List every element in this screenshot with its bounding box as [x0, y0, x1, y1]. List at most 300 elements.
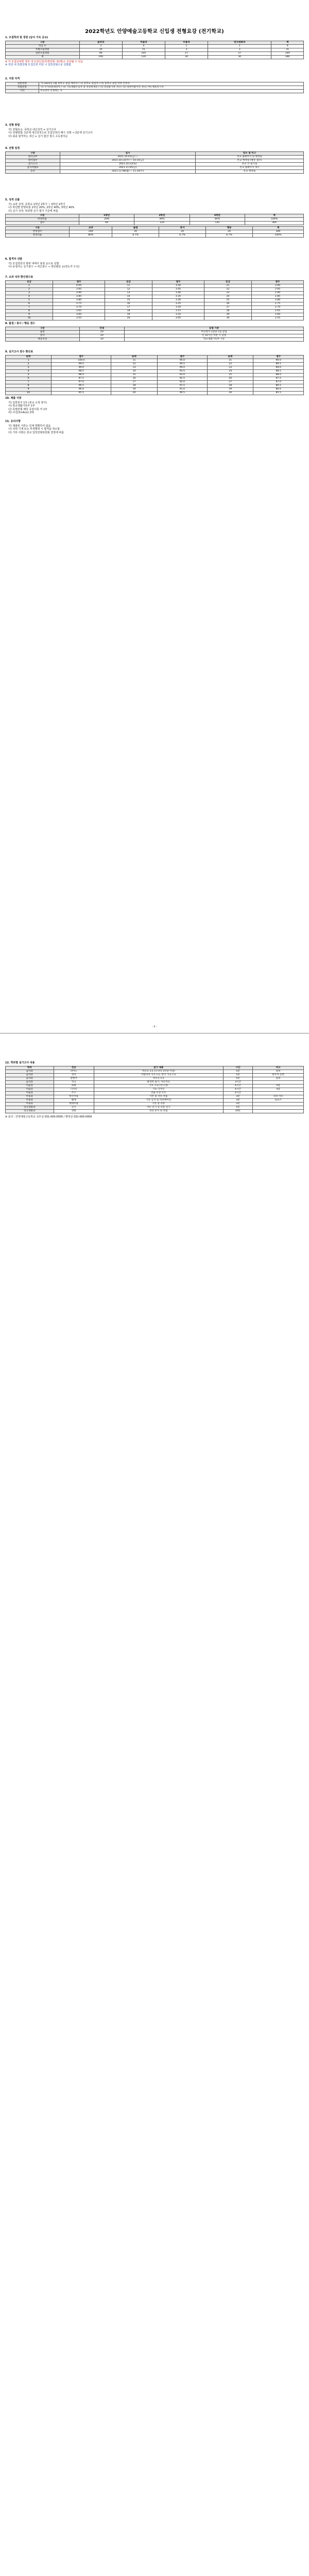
- section-heading: 10. 제출 서류: [5, 397, 22, 400]
- table-cell: 30: [204, 316, 251, 320]
- section-practical-conversion: [5, 350, 304, 395]
- section-heading: 1. 모집학과 및 정원 (남녀 기숙 공교): [5, 36, 48, 39]
- table-cell: 봉사: [6, 334, 80, 337]
- table-cell: 29: [204, 313, 251, 316]
- table-cell: 2.60: [252, 313, 304, 316]
- table-row: [6, 1091, 304, 1095]
- text-line: 다) 특별전형 해당 증빙서류 각 1부: [8, 408, 47, 411]
- table-cell: 계: [6, 55, 80, 59]
- table-cell: 음악과: [6, 1070, 54, 1073]
- table-cell: 90.5: [157, 391, 208, 395]
- table-cell: 99.0: [52, 366, 111, 369]
- table-cell: 의상 자유: [253, 1095, 304, 1098]
- note: ※ 정원 내 특별전형 모집인원 미달 시 일반전형으로 선발함: [5, 63, 71, 66]
- table-cell: 249: [271, 52, 304, 55]
- table-cell: 토슈즈: [253, 1098, 304, 1102]
- table-cell: 18: [111, 384, 157, 387]
- column-header: 계: [245, 214, 303, 218]
- table-cell: 4: [122, 44, 165, 48]
- note: ※ 각 모집단위별 정원 내 모집인원(특별전형: 31명)은 증감될 수 있음: [5, 60, 83, 63]
- table-cell: 88.5: [253, 369, 304, 373]
- table-cell: 20: [79, 334, 125, 337]
- table-cell: 20: [79, 330, 125, 334]
- text-line: 다) 실기 성적: 학과별 실기 평가 기준에 따름: [8, 209, 58, 213]
- table-cell: 18: [105, 309, 152, 313]
- table-cell: 피아노: [54, 1070, 94, 1073]
- column-header: 봉사: [159, 227, 206, 230]
- table-row: [6, 284, 304, 287]
- table-cell: 반영점수: [6, 230, 70, 234]
- section-schedule: [5, 147, 304, 174]
- table-cell: 기본 및 즉흥: [94, 1102, 223, 1106]
- table-cell: 3.75: [53, 302, 105, 306]
- column-header: 1학년: [79, 214, 134, 218]
- table-cell: 점수: [6, 222, 79, 225]
- table-cell: 4시간: [223, 1088, 253, 1091]
- table-row: [6, 48, 304, 52]
- documents-lines: [5, 401, 304, 415]
- table-cell: 21: [204, 284, 251, 287]
- table-row: [6, 52, 304, 55]
- table-cell: 암보: [253, 1070, 304, 1073]
- table-cell: 20: [159, 230, 206, 234]
- table-cell: 2.85: [252, 295, 304, 298]
- column-header: 구분: [6, 41, 80, 44]
- table-cell: [253, 1106, 304, 1109]
- table-cell: 100: [79, 55, 122, 59]
- table-cell: 26: [208, 377, 253, 380]
- table-cell: 25: [204, 298, 251, 302]
- table-row: [6, 1095, 304, 1098]
- score-composition-table: [5, 226, 304, 238]
- table-row: [6, 159, 304, 162]
- table-cell: 무용과: [6, 1102, 54, 1106]
- table-header-row: [6, 1066, 304, 1070]
- table-cell: 원서교부: [6, 155, 60, 159]
- table-cell: 연 10시간 미만 시 감점: [125, 334, 304, 337]
- table-cell: 2.75: [252, 302, 304, 306]
- table-cell: 20: [111, 391, 157, 395]
- text-line: 라) 사진(3×4cm) 2매: [8, 411, 34, 414]
- table-row: [6, 234, 304, 238]
- table-cell: 28: [208, 384, 253, 387]
- table-cell: 이탈리아 가곡 1곡, 한국 가곡 1곡: [94, 1073, 223, 1077]
- table-cell: 3분: [223, 1098, 253, 1102]
- table-cell: 87.0: [253, 380, 304, 384]
- column-header: 전공: [54, 1066, 94, 1070]
- practical-content-table: [5, 1066, 304, 1113]
- table-cell: 원서접수: [6, 159, 60, 162]
- table-cell: 98.0: [52, 373, 111, 377]
- table-cell: 무용과: [6, 1098, 54, 1102]
- section-heading: 3. 전형 방법: [5, 124, 20, 127]
- table-cell: 27: [208, 380, 253, 384]
- table-cell: 95.0: [157, 359, 208, 362]
- section-heading: 9. 실기고사 점수 환산표: [5, 350, 33, 353]
- table-cell: 2.90: [252, 291, 304, 295]
- table-cell: 89.0: [253, 366, 304, 369]
- table-cell: 17: [105, 306, 152, 309]
- table-cell: 16: [105, 302, 152, 306]
- table-cell: 인물 두상 소조: [94, 1091, 223, 1095]
- table-cell: 11: [111, 359, 157, 362]
- table-cell: 29: [208, 387, 253, 391]
- table-cell: 음악과: [6, 1077, 54, 1080]
- table-cell: 23: [204, 291, 251, 295]
- text-line: 다) 최종 합격자는 내신 + 실기 합산 점수 고득점자순: [8, 134, 68, 138]
- table-cell: 2.95: [252, 287, 304, 291]
- table-cell: 19: [105, 313, 152, 316]
- section-documents: [5, 397, 304, 415]
- table-cell: 2: [6, 287, 53, 291]
- table-cell: 80%: [70, 234, 112, 238]
- table-cell: 본교 홈페이지 및 행정실: [196, 155, 304, 159]
- table-cell: 100%: [245, 218, 303, 222]
- table-cell: 5분: [223, 1070, 253, 1073]
- table-cell: 3.65: [53, 309, 105, 313]
- table-row: [6, 384, 304, 387]
- table-row: [6, 1080, 304, 1084]
- table-cell: 현대무용: [54, 1102, 94, 1106]
- table-cell: 26: [204, 302, 251, 306]
- table-row: [6, 377, 304, 380]
- table-cell: 미술과: [6, 1084, 54, 1088]
- table-cell: 미술과: [6, 1088, 54, 1091]
- column-header: 점수: [252, 280, 304, 284]
- table-cell: [253, 1109, 304, 1113]
- table-row: [6, 82, 304, 86]
- table-header-row: [6, 280, 304, 284]
- column-header: 구분: [6, 227, 70, 230]
- table-cell: 3: [165, 48, 208, 52]
- section-heading: 7. 교과 석차 환산점수표: [5, 276, 33, 279]
- table-cell: 3.55: [53, 316, 105, 320]
- table-cell: 기타: [6, 89, 39, 93]
- table-header-row: [6, 227, 304, 230]
- table-cell: 20: [206, 230, 253, 234]
- table-cell: 발레: [54, 1098, 94, 1102]
- section-heading: 12. 학과별 실기고사 내용: [5, 1061, 35, 1064]
- column-header: 등급: [6, 280, 53, 284]
- table-cell: 19: [111, 387, 157, 391]
- table-row: [6, 1109, 304, 1113]
- table-cell: 3.85: [53, 295, 105, 298]
- document-title: 2022학년도 안양예술고등학교 신입생 전형요강 (전기학교): [85, 29, 224, 35]
- table-cell: 연극영화과: [6, 1109, 54, 1113]
- section-attendance: [5, 322, 304, 342]
- table-cell: 영상 분석 및 면접: [94, 1109, 223, 1113]
- table-cell: 암보: [253, 1077, 304, 1080]
- table-cell: 85.5: [253, 391, 304, 395]
- table-cell: 화성학 필기, 자유작곡: [94, 1080, 223, 1084]
- table-cell: 4: [6, 295, 53, 298]
- table-row: [6, 1088, 304, 1091]
- table-cell: 2021.11.08(월) ~ 11.10(수): [60, 170, 196, 173]
- section-notes: [5, 420, 304, 434]
- table-cell: 출결: [6, 330, 80, 334]
- table-row: [6, 369, 304, 373]
- table-row: [6, 1098, 304, 1102]
- table-cell: 회화: [54, 1084, 94, 1088]
- table-cell: 3시간: [223, 1080, 253, 1084]
- table-cell: 10: [79, 48, 122, 52]
- text-line: 나) 학년별 반영비율 1학년 20%, 2학년 40%, 3학년 40%: [8, 206, 75, 209]
- grade-ratio-table: [5, 214, 304, 225]
- table-cell: 본교 각 실기실: [196, 162, 304, 166]
- table-cell: 관현악: [54, 1077, 94, 1080]
- table-row: [6, 391, 304, 395]
- column-header: 2학년: [134, 214, 190, 218]
- table-cell: 3: [208, 48, 271, 52]
- table-cell: 무단결석 1일당 1점 감점: [125, 330, 304, 334]
- table-cell: 미술과: [6, 1091, 54, 1095]
- table-cell: 15: [111, 373, 157, 377]
- attendance-table: [5, 327, 304, 342]
- table-cell: 30: [208, 391, 253, 395]
- table-cell: 일반전형: [6, 82, 39, 86]
- table-cell: 연극영화과: [6, 1106, 54, 1109]
- table-cell: 8: [6, 384, 52, 387]
- column-header: 일시: [60, 151, 196, 155]
- table-cell: 93.5: [157, 369, 208, 373]
- table-cell: 4시간: [223, 1084, 253, 1088]
- table-cell: 1: [6, 284, 53, 287]
- table-cell: 학급 수: [6, 44, 80, 48]
- table-cell: 12: [105, 287, 152, 291]
- table-row: [6, 1070, 304, 1073]
- table-cell: 25: [208, 373, 253, 377]
- column-header: 등급: [204, 280, 251, 284]
- table-cell: 음악과: [6, 1080, 54, 1084]
- table-cell: 90: [79, 52, 122, 55]
- table-cell: 105: [122, 52, 165, 55]
- section-heading: 2. 지원 자격: [5, 77, 20, 80]
- table-cell: 4시간: [223, 1091, 253, 1095]
- column-header: 무용과: [165, 41, 208, 44]
- table-cell: 94.5: [157, 362, 208, 366]
- table-row: [6, 316, 304, 320]
- table-cell: 연기: [54, 1106, 94, 1109]
- table-cell: 성악: [54, 1073, 94, 1077]
- table-row: [6, 298, 304, 302]
- table-cell: 반영비율: [6, 234, 70, 238]
- table-cell: 4절: [253, 1088, 304, 1091]
- table-cell: 120: [122, 55, 165, 59]
- table-cell: 6: [6, 302, 53, 306]
- table-cell: 가) 2022년 2월 중학교 졸업 예정자 / 나) 중학교 졸업자 / 다) 중학교 졸업 학력 인정자: [39, 82, 304, 86]
- selection-lines: [5, 262, 304, 269]
- table-cell: 28: [204, 309, 251, 313]
- table-cell: 100.0: [52, 359, 111, 362]
- text-line: 가) 입학원서 1부 (본교 소정 양식): [8, 401, 47, 404]
- table-cell: 3: [79, 44, 122, 48]
- table-cell: 3.70: [53, 306, 105, 309]
- column-header: 점수: [157, 355, 208, 359]
- table-cell: 2.65: [252, 309, 304, 313]
- text-line: 가) 교과 성적: 중학교 1학년 2학기 ~ 3학년 2학기: [8, 202, 65, 206]
- table-cell: 6.7%: [159, 234, 206, 238]
- table-cell: 120: [134, 222, 190, 225]
- table-cell: 20%: [79, 218, 134, 222]
- column-header: 구분: [6, 327, 80, 330]
- table-cell: 본교 행정실 (방문 접수): [196, 159, 304, 162]
- section-heading: 8. 출결 / 봉사 / 행동 점수: [5, 322, 36, 325]
- notes-lines: [5, 425, 304, 435]
- table-cell: 자유 연기 및 즉흥 연기: [94, 1106, 223, 1109]
- table-row: [6, 230, 304, 234]
- table-cell: 3.95: [53, 287, 105, 291]
- table-row: [6, 309, 304, 313]
- text-line: 나) 동점자는 실기점수 → 내신점수 → 생년월일 순(연소자 우선): [8, 265, 80, 268]
- grade-conversion-table: [5, 280, 304, 320]
- column-header: 점수: [152, 280, 204, 284]
- table-cell: 3.35: [152, 295, 204, 298]
- table-cell: 27: [208, 52, 271, 55]
- table-cell: 6.7%: [112, 234, 159, 238]
- section-heading: 5. 성적 산출: [5, 198, 20, 201]
- table-header-row: [6, 327, 304, 330]
- table-cell: 3.50: [152, 284, 204, 287]
- table-cell: 17: [111, 380, 157, 384]
- table-cell: 7: [6, 306, 53, 309]
- section-heading: 4. 전형 일정: [5, 147, 20, 150]
- table-cell: 본교 행정실: [196, 170, 304, 173]
- table-row: [6, 1077, 304, 1080]
- column-header: 순위: [208, 355, 253, 359]
- table-cell: 24: [208, 369, 253, 373]
- table-cell: 87.5: [253, 377, 304, 380]
- table-cell: 3.10: [152, 313, 204, 316]
- table-cell: 2021.10.01(금) ~: [60, 155, 196, 159]
- table-cell: 92.0: [157, 380, 208, 384]
- column-header: 계: [253, 227, 304, 230]
- column-header: 점수: [52, 355, 111, 359]
- table-cell: 27: [165, 52, 208, 55]
- table-cell: 6: [6, 377, 52, 380]
- table-cell: 무용과: [6, 1095, 54, 1098]
- table-cell: 93.0: [157, 373, 208, 377]
- table-cell: 86.0: [253, 387, 304, 391]
- column-header: 등급: [105, 280, 152, 284]
- table-cell: 5분: [223, 1077, 253, 1080]
- table-cell: 합격자발표: [6, 166, 60, 170]
- table-cell: 기본 및 자유 작품: [94, 1095, 223, 1098]
- section-heading: 11. 유의사항: [5, 420, 21, 423]
- table-cell: 작곡: [54, 1080, 94, 1084]
- table-cell: 98.5: [52, 369, 111, 373]
- schedule-table: [5, 151, 304, 174]
- table-cell: 일반모집정원: [6, 52, 80, 55]
- table-cell: 3.05: [152, 316, 204, 320]
- column-header: 장소 및 비고: [196, 151, 304, 155]
- column-header: 순위: [6, 355, 52, 359]
- table-cell: 10: [6, 391, 52, 395]
- text-line: 다) 기타 사항은 본교 입학전형위원회 결정에 따름: [8, 431, 64, 434]
- table-cell: 2021.10.13(수) ~ 10.15(금): [60, 159, 196, 162]
- text-line: 가) 제출된 서류는 일체 반환하지 않음: [8, 424, 51, 428]
- table-row: [6, 1102, 304, 1106]
- column-header: 비고: [253, 1066, 304, 1070]
- table-cell: 14: [111, 369, 157, 373]
- table-cell: 3.90: [53, 291, 105, 295]
- column-header: 학과: [6, 1066, 54, 1070]
- column-header: 만점: [79, 327, 125, 330]
- table-cell: 5: [6, 298, 53, 302]
- table-row: [6, 359, 304, 362]
- column-header: 미술과: [122, 41, 165, 44]
- table-cell: 96.5: [52, 384, 111, 387]
- table-cell: 3.45: [152, 287, 204, 291]
- table-row: [6, 287, 304, 291]
- table-cell: 자유곡 1곡 (소나타 1악장 이상): [94, 1070, 223, 1073]
- table-cell: 27: [204, 306, 251, 309]
- table-row: [6, 44, 304, 48]
- table-cell: 행동특성: [6, 337, 80, 341]
- table-cell: 4절: [253, 1084, 304, 1088]
- column-header: 연극영화과: [208, 41, 271, 44]
- column-header: 계: [271, 41, 304, 44]
- table-cell: 한국무용: [54, 1095, 94, 1098]
- column-header: 구분: [6, 214, 79, 218]
- table-cell: 10: [6, 316, 53, 320]
- table-cell: 3.30: [152, 298, 204, 302]
- table-cell: 88.0: [253, 373, 304, 377]
- table-cell: 4.00: [53, 284, 105, 287]
- table-cell: 2.55: [252, 316, 304, 320]
- table-cell: 15: [105, 298, 152, 302]
- table-cell: 3.20: [152, 306, 204, 309]
- table-cell: 4: [6, 369, 52, 373]
- table-row: [6, 291, 304, 295]
- table-cell: 24: [204, 295, 251, 298]
- table-cell: 등록: [6, 170, 60, 173]
- table-cell: 1: [208, 44, 271, 48]
- table-cell: 가) 국가보훈대상자 / 나) 기초생활수급자 및 차상위계층 / 다) 다문화가정 자녀 / 라) 북한이탈주민 자녀 / 마) 체육특기자: [39, 86, 304, 89]
- table-cell: 20: [105, 316, 152, 320]
- column-header: 감점 기준: [125, 327, 304, 330]
- table-cell: 1: [165, 44, 208, 48]
- table-cell: 20분: [223, 1109, 253, 1113]
- column-header: 순위: [111, 355, 157, 359]
- table-cell: 2021.10.23(토): [60, 162, 196, 166]
- table-cell: 3.60: [53, 313, 105, 316]
- table-cell: 23: [208, 366, 253, 369]
- table-row: [6, 366, 304, 369]
- table-row: [6, 162, 304, 166]
- table-cell: 3: [6, 291, 53, 295]
- table-header-row: [6, 355, 304, 359]
- table-cell: 97.5: [52, 377, 111, 380]
- table-cell: 16: [111, 377, 157, 380]
- table-cell: 5분: [223, 1073, 253, 1077]
- table-cell: 3.15: [152, 309, 204, 313]
- section-grade-conversion: [5, 276, 304, 320]
- column-header: 교과: [70, 227, 112, 230]
- table-cell: 3.40: [152, 291, 204, 295]
- table-row: [6, 295, 304, 298]
- table-cell: 13: [105, 291, 152, 295]
- table-row: [6, 170, 304, 173]
- table-header-row: [6, 214, 304, 218]
- text-line: 가) 모집정원의 범위 내에서 총점 순으로 선발: [8, 262, 59, 265]
- table-row: [6, 55, 304, 59]
- contact-info: ※ 문의 : 안양예술고등학교 교무실 031-000-0000 / 행정실 031-000-0000: [5, 1115, 92, 1118]
- text-line: 나) 허위 기재 또는 부정행위 시 합격을 취소함: [8, 428, 60, 431]
- table-cell: 3.25: [152, 302, 204, 306]
- table-cell: 기초 디자인: [94, 1088, 223, 1091]
- table-cell: 3: [6, 366, 52, 369]
- table-cell: 97.0: [52, 380, 111, 384]
